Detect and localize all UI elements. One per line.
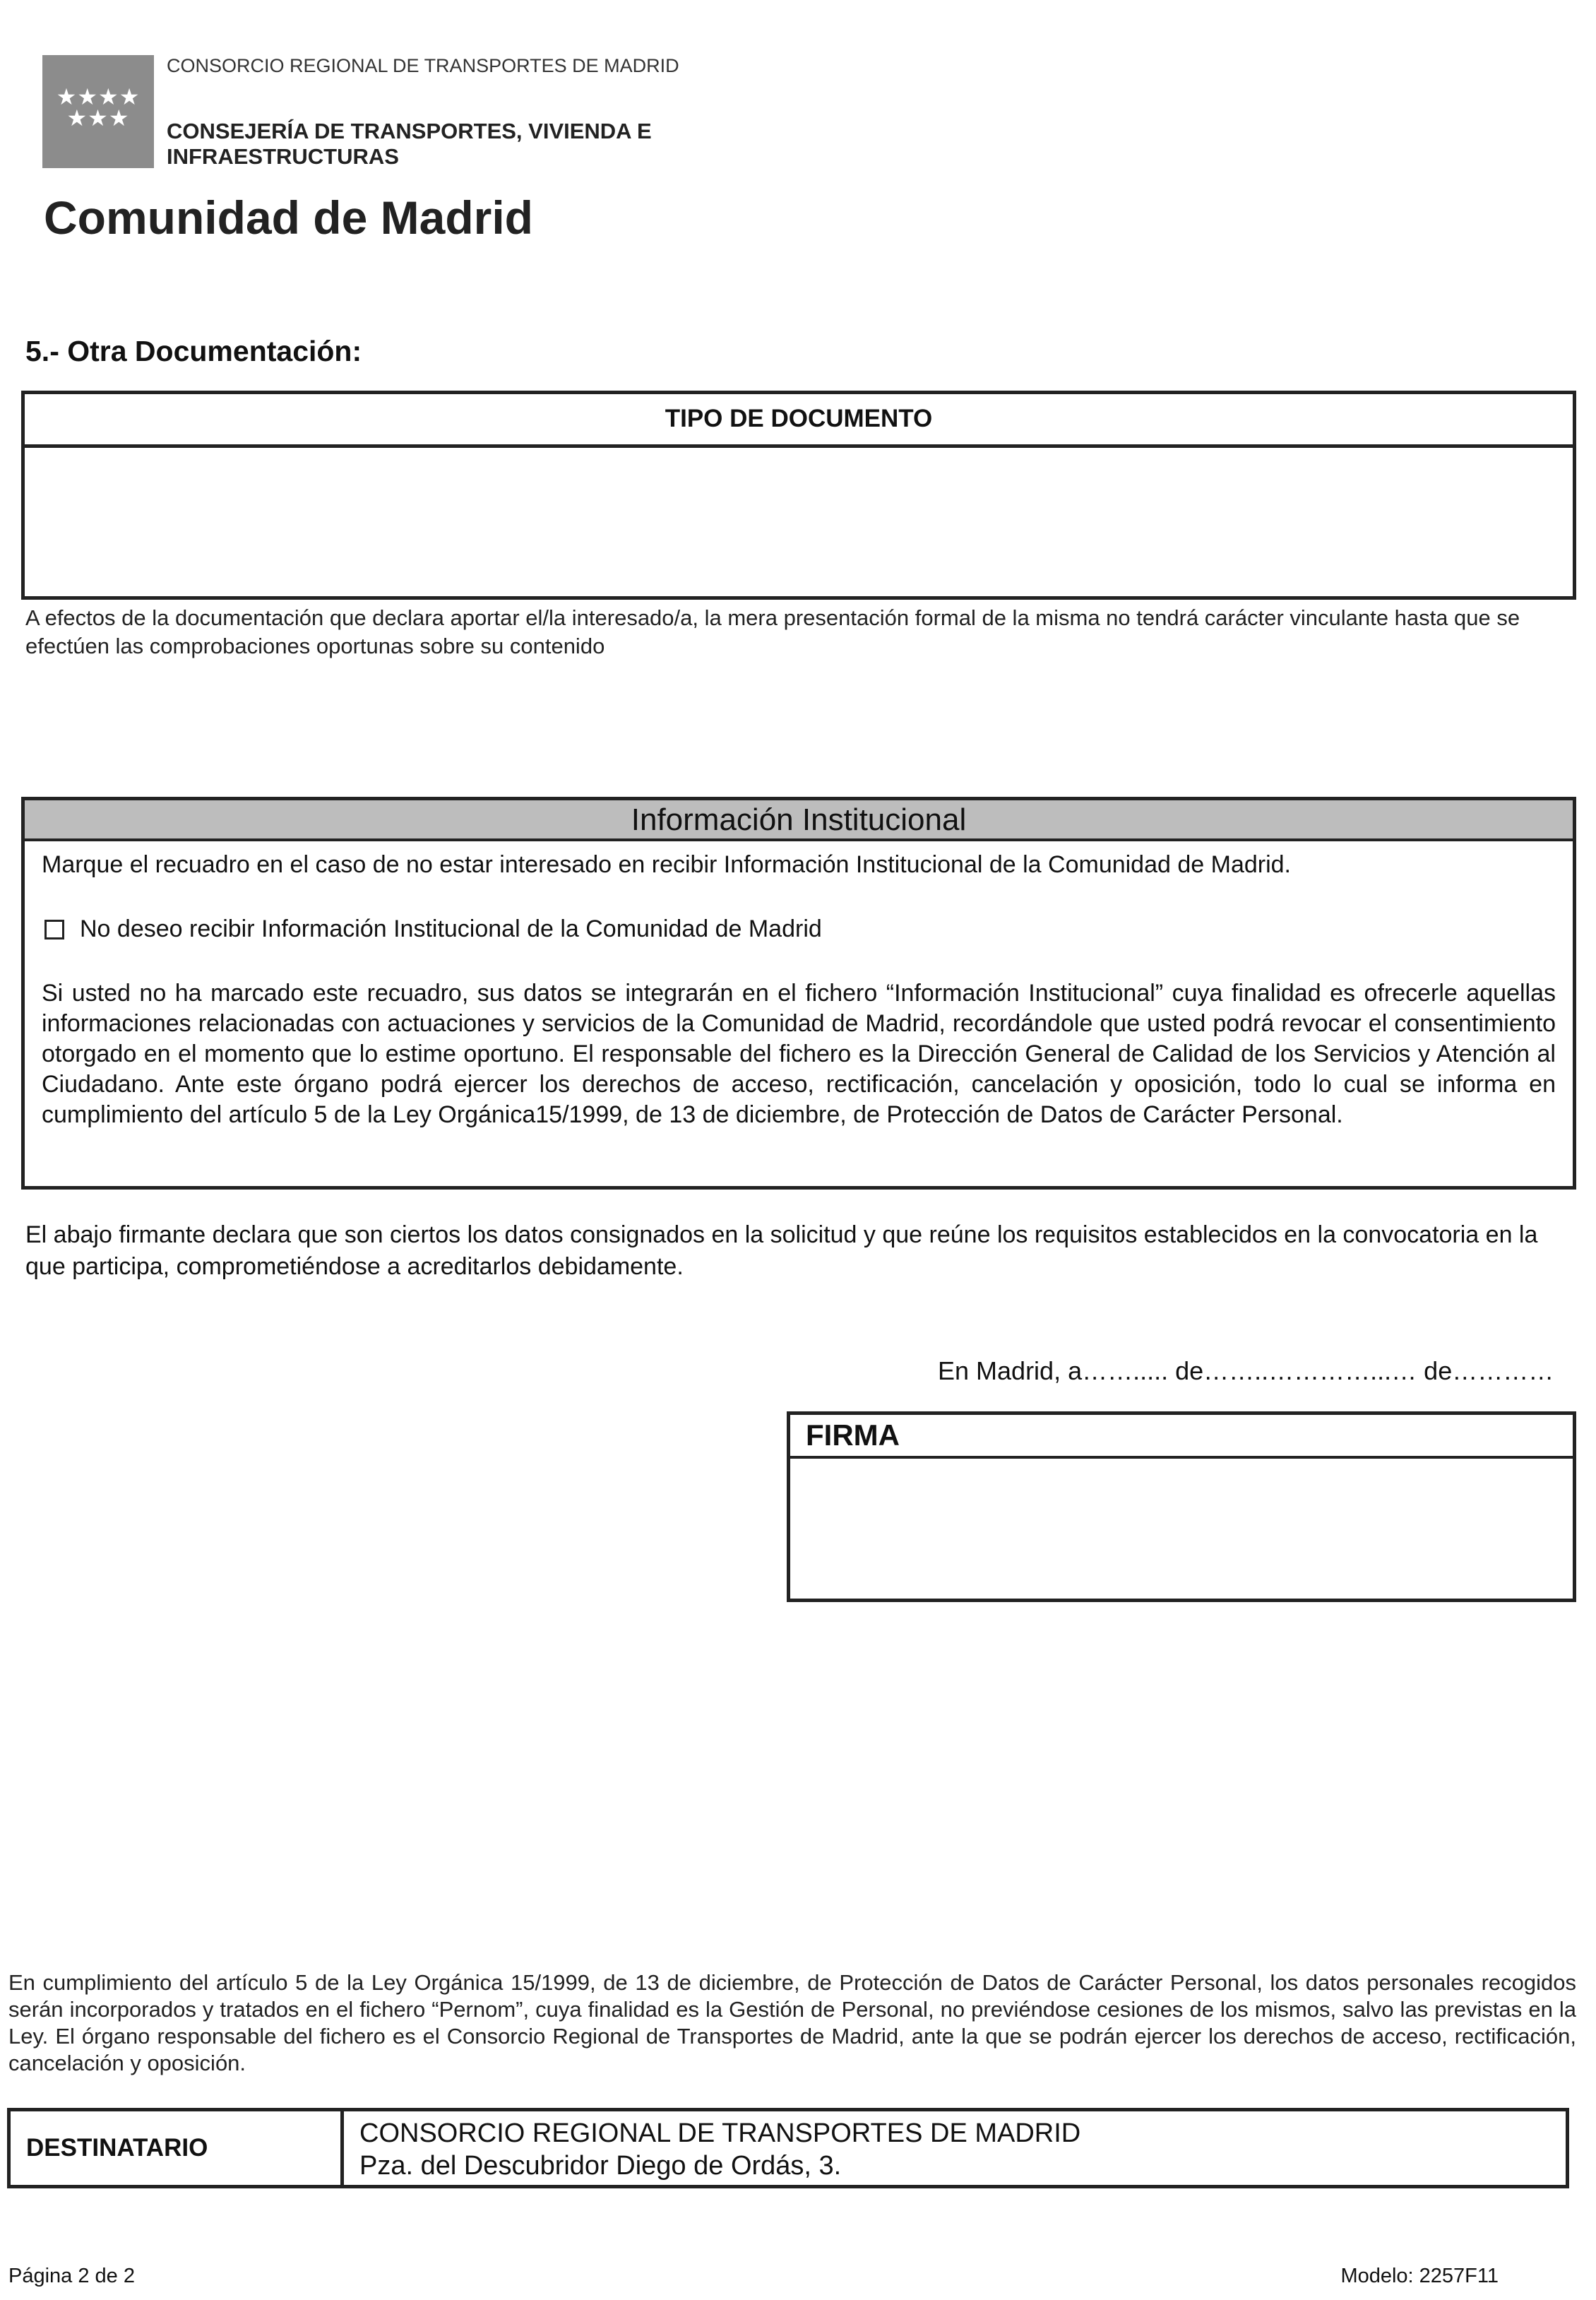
model-number: Modelo: 2257F11 bbox=[1340, 2265, 1499, 2287]
documentation-note: A efectos de la documentación que declara aportar el/la interesado/a, la mera presentación formal de la misma no tendrá carácter vinculante hasta que se efectúen las comprobaciones oportunas sobre su contenido bbox=[25, 605, 1520, 658]
region-name: Comunidad de Madrid bbox=[44, 191, 533, 244]
document-type-field[interactable] bbox=[25, 448, 1573, 596]
declaration-text: El abajo firmante declara que son ciertos los datos consignados en la solicitud y que reúne los requisitos establecidos en la convocatoria en la que participa, comprometiéndose a acreditarlos debidamente. bbox=[25, 1221, 1538, 1280]
institutional-info-header: Información Institucional bbox=[25, 800, 1573, 841]
organization-name: CONSORCIO REGIONAL DE TRANSPORTES DE MADRID bbox=[167, 55, 679, 76]
signature-box[interactable] bbox=[787, 1411, 1576, 1602]
institutional-info-box bbox=[21, 797, 1576, 1190]
institutional-info-instruction: Marque el recuadro en el caso de no estar interesado en recibir Información Institucional de la Comunidad de Madrid. bbox=[42, 851, 1291, 878]
optout-row[interactable] bbox=[42, 914, 1556, 944]
page-number: Página 2 de 2 bbox=[8, 2265, 135, 2287]
legal-notice: En cumplimiento del artículo 5 de la Ley Orgánica 15/1999, de 13 de diciembre, de Protección de Datos de Carácter Personal, los datos personales recogidos serán incorporados y tratados en el fichero “Pernom”, cuya finalidad es la Gestión de Personal, no previéndose cesiones de los mismos, salvo las previstas en la Ley. El órgano responsable del fichero es el Consorcio Regional de Transportes de Madrid, ante la que se podrán ejercer los derechos de acceso, rectificación, cancelación y oposición. bbox=[8, 1970, 1576, 2075]
optout-checkbox[interactable] bbox=[44, 920, 64, 939]
recipient-address: Pza. del Descubridor Diego de Ordás, 3. bbox=[359, 2151, 842, 2181]
recipient-value bbox=[344, 2111, 1080, 2185]
recipient-table bbox=[7, 2108, 1569, 2188]
recipient-label: DESTINATARIO bbox=[11, 2111, 344, 2185]
recipient-name: CONSORCIO REGIONAL DE TRANSPORTES DE MADRID bbox=[359, 2118, 1081, 2148]
place-date-line: En Madrid, a……..... de……..…………...… de………… bbox=[938, 1356, 1554, 1385]
section-title: 5.- Otra Documentación: bbox=[25, 335, 362, 367]
document-type-table bbox=[21, 391, 1576, 600]
logo bbox=[42, 55, 154, 168]
signature-label: FIRMA bbox=[790, 1415, 1573, 1459]
institutional-info-body: Si usted no ha marcado este recuadro, sus datos se integrarán en el fichero “Información Institucional” cuya finalidad es ofrecerle aquellas informaciones relacionadas con actuaciones y servicios de la Comunidad de Madrid, recordándole que usted podrá revocar el consentimiento otorgado en el momento que lo estime oportuno. El responsable del fichero es la Dirección General de Calidad de los Servicios y Atención al Ciudadano. Ante este órgano podrá ejercer los derechos de acceso, rectificación, cancelación y oposición, todo lo cual se informa en cumplimiento del artículo 5 de la Ley Orgánica15/1999, de 13 de diciembre, de Protección de Datos de Carácter Personal. bbox=[42, 980, 1556, 1128]
madrid-stars-icon: ★★★★ ★★★ bbox=[56, 83, 141, 131]
optout-label: No deseo recibir Información Institucional de la Comunidad de Madrid bbox=[80, 915, 822, 942]
document-type-header: TIPO DE DOCUMENTO bbox=[25, 394, 1573, 448]
department-name: CONSEJERÍA DE TRANSPORTES, VIVIENDA E INFRAESTRUCTURAS bbox=[167, 119, 652, 169]
